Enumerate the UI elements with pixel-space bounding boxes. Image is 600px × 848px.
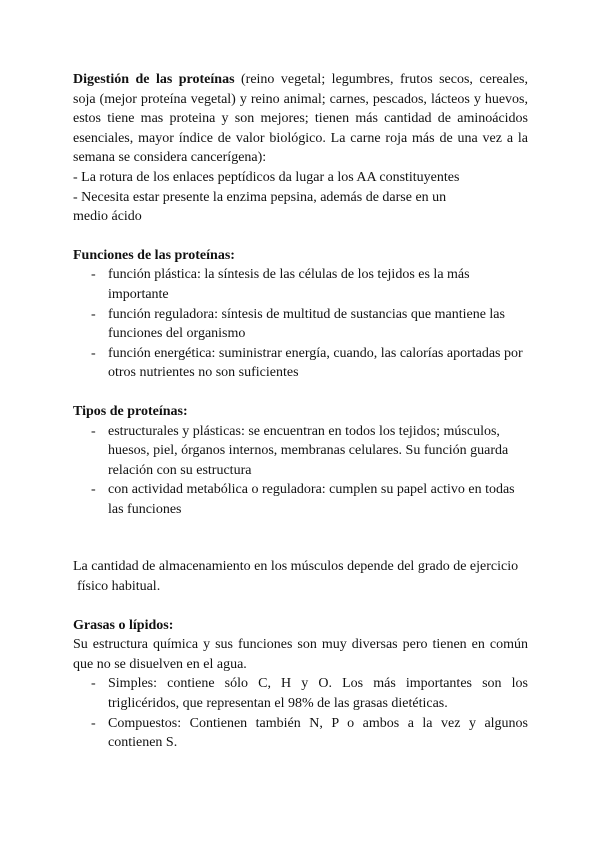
- tipos-section: [73, 402, 528, 520]
- digestion-point: - Necesita estar presente la enzima pepsina, además de darse en un: [73, 189, 447, 205]
- grasas-section: [73, 616, 528, 753]
- grasas-list: [73, 674, 528, 752]
- grasas-heading: Grasas o lípidos:: [73, 617, 174, 633]
- digestion-intro-line: semana se considera cancerígena):: [73, 150, 267, 166]
- almacenamiento-paragraph: [73, 557, 528, 596]
- funciones-section: [73, 246, 528, 383]
- list-item: - función plástica: la síntesis de las células de los tejidos es la más importante: [73, 265, 528, 304]
- digestion-section: [73, 70, 528, 227]
- list-item: - estructurales y plásticas: se encuentran en todos los tejidos; músculos, huesos, piel, órganos internos, membranas celulares. Su función guarda relación con su estructura: [73, 422, 528, 481]
- list-item: - función reguladora: síntesis de multitud de sustancias que mantiene las funciones del organismo: [73, 305, 528, 344]
- almacenamiento-line: físico habitual.: [77, 579, 161, 595]
- list-item: - con actividad metabólica o reguladora: cumplen su papel activo en todas las funciones: [73, 480, 528, 519]
- digestion-intro-line: estos tiene mas proteina y son mejores; tienen más cantidad de aminoácidos: [73, 111, 528, 127]
- list-item: - Simples: contiene sólo C, H y O. Los más importantes son los triglicéridos, que representan el 98% de las grasas dietéticas.: [73, 674, 528, 713]
- digestion-heading: Digestión de las proteínas: [73, 72, 235, 87]
- digestion-intro-line: esenciales, mayor índice de valor biológico. La carne roja más de una vez a la: [73, 130, 528, 146]
- funciones-heading: Funciones de las proteínas:: [73, 247, 235, 263]
- funciones-list: [73, 265, 528, 383]
- digestion-first-line: [73, 70, 528, 90]
- digestion-point: - La rotura de los enlaces peptídicos da lugar a los AA constituyentes: [73, 169, 460, 185]
- document-page: [73, 70, 528, 753]
- tipos-list: [73, 422, 528, 520]
- grasas-intro-line: que no se disuelven en el agua.: [73, 656, 247, 672]
- grasas-intro-line: Su estructura química y sus funciones son muy diversas pero tienen en común: [73, 637, 528, 653]
- list-item: - función energética: suministrar energía, cuando, las calorías aportadas por otros nutrientes no son suficientes: [73, 344, 528, 383]
- digestion-intro-line: soja (mejor proteína vegetal) y reino animal; carnes, pescados, lácteos y huevos,: [73, 91, 528, 107]
- almacenamiento-line: La cantidad de almacenamiento en los músculos depende del grado de ejercicio: [73, 559, 519, 575]
- tipos-heading: Tipos de proteínas:: [73, 403, 188, 419]
- list-item: - Compuestos: Contienen también N, P o ambos a la vez y algunos contienen S.: [73, 714, 528, 753]
- digestion-intro-line: (reino vegetal; legumbres, frutos secos, cereales,: [234, 72, 528, 87]
- digestion-point-continued: medio ácido: [73, 209, 142, 225]
